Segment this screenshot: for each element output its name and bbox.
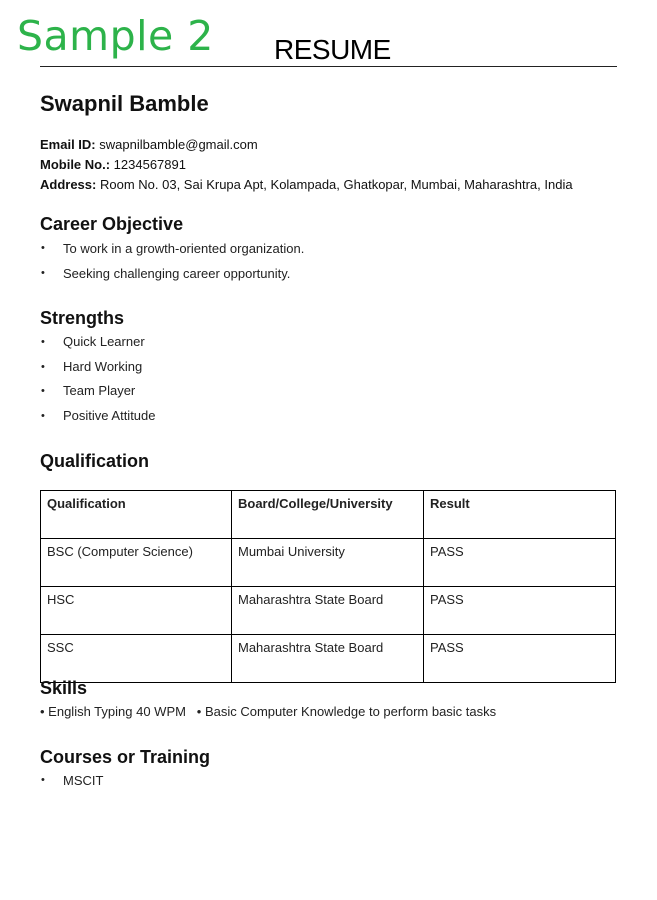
list-item: • Hard Working bbox=[40, 355, 156, 380]
header-divider bbox=[40, 66, 617, 67]
mobile-row bbox=[40, 155, 573, 175]
email-label: Email ID: bbox=[40, 137, 96, 152]
mobile-label: Mobile No.: bbox=[40, 157, 111, 172]
skills-list bbox=[40, 704, 496, 719]
email-value: swapnilbamble@gmail.com bbox=[99, 137, 258, 152]
bullet-glyph: • bbox=[185, 704, 205, 719]
table-cell: HSC bbox=[41, 587, 232, 635]
document-title: RESUME bbox=[274, 34, 391, 65]
candidate-name: Swapnil Bamble bbox=[40, 91, 209, 116]
list-item: • Seeking challenging career opportunity. bbox=[40, 261, 304, 286]
list-item: • To work in a growth-oriented organization. bbox=[40, 236, 304, 261]
skill-item: English Typing 40 WPM bbox=[48, 704, 186, 719]
qualification-table bbox=[40, 490, 616, 683]
career-objective-heading: Career Objective bbox=[40, 214, 184, 234]
career-objective-list bbox=[40, 236, 304, 286]
table-row bbox=[41, 635, 616, 683]
table-cell: Mumbai University bbox=[232, 539, 424, 587]
contact-block bbox=[40, 135, 573, 195]
bullet-glyph: • bbox=[40, 704, 49, 719]
table-cell: PASS bbox=[424, 635, 616, 683]
address-label: Address: bbox=[40, 177, 97, 192]
column-header: Result bbox=[424, 491, 616, 539]
table-cell: SSC bbox=[41, 635, 232, 683]
table-row bbox=[41, 587, 616, 635]
table-cell: BSC (Computer Science) bbox=[41, 539, 232, 587]
table-header-row bbox=[41, 491, 616, 539]
strengths-heading: Strengths bbox=[40, 308, 125, 328]
column-header: Board/College/University bbox=[232, 491, 424, 539]
list-item: • Team Player bbox=[40, 379, 156, 404]
qualification-heading: Qualification bbox=[40, 451, 150, 471]
sample-watermark: Sample 2 bbox=[17, 12, 214, 60]
list-item: • MSCIT bbox=[40, 768, 103, 793]
table-cell: PASS bbox=[424, 587, 616, 635]
table-cell: Maharashtra State Board bbox=[232, 587, 424, 635]
courses-list bbox=[40, 768, 103, 793]
table-cell: Maharashtra State Board bbox=[232, 635, 424, 683]
address-row bbox=[40, 175, 573, 195]
column-header: Qualification bbox=[41, 491, 232, 539]
mobile-value: 1234567891 bbox=[113, 157, 186, 172]
skill-item: Basic Computer Knowledge to perform basic tasks bbox=[204, 704, 497, 719]
list-item: • Positive Attitude bbox=[40, 404, 156, 429]
strengths-list bbox=[40, 330, 156, 428]
email-row bbox=[40, 135, 573, 155]
address-value: Room No. 03, Sai Krupa Apt, Kolampada, Ghatkopar, Mumbai, Maharashtra, India bbox=[99, 177, 573, 192]
table-cell: PASS bbox=[424, 539, 616, 587]
courses-heading: Courses or Training bbox=[40, 747, 211, 767]
skills-heading: Skills bbox=[40, 678, 88, 698]
table-row bbox=[41, 539, 616, 587]
list-item: • Quick Learner bbox=[40, 330, 156, 355]
